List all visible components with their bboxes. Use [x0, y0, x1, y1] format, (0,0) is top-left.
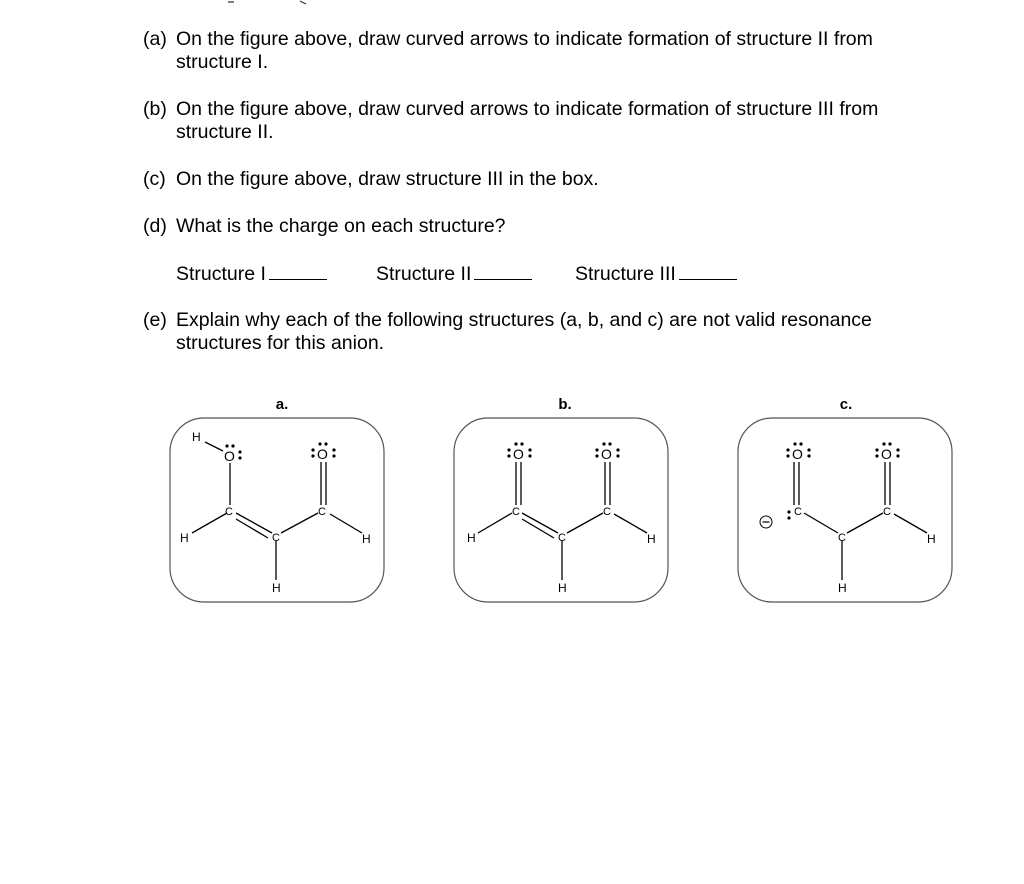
atom-c: C	[794, 506, 802, 518]
question-c-label: (c)	[143, 168, 166, 190]
question-b-text: On the figure above, draw curved arrows to indicate formation of structure III from structure II.	[176, 98, 879, 143]
atom-o: O	[224, 448, 235, 464]
atom-c: C	[558, 532, 566, 544]
molecule-b-label: b.	[558, 396, 572, 413]
molecule-a-box	[170, 418, 384, 602]
molecule-c	[738, 396, 952, 602]
atom-c: C	[318, 506, 326, 518]
structure-3-label: Structure III	[575, 263, 676, 285]
atom-o: O	[881, 446, 892, 462]
atom-c: C	[883, 506, 891, 518]
atom-h: H	[467, 531, 476, 545]
atom-o: O	[513, 446, 524, 462]
molecule-c-label: c.	[839, 396, 853, 413]
atom-c: C	[272, 532, 280, 544]
question-b-label: (b)	[143, 98, 167, 120]
atom-h: H	[838, 581, 847, 595]
atom-o: O	[601, 446, 612, 462]
question-e-label: (e)	[143, 309, 167, 331]
question-c-text: On the figure above, draw structure III in the box.	[176, 168, 599, 190]
atom-h: H	[180, 531, 189, 545]
molecule-a	[170, 396, 384, 602]
atom-h: H	[362, 532, 371, 546]
atom-h: H	[558, 581, 567, 595]
molecule-c-box	[738, 418, 952, 602]
question-a-text: On the figure above, draw curved arrows to indicate formation of structure II from structure I.	[176, 28, 873, 73]
atom-c: C	[512, 506, 520, 518]
question-d-text: What is the charge on each structure?	[176, 215, 506, 237]
atom-h: H	[647, 532, 656, 546]
question-a-label: (a)	[143, 28, 167, 50]
atom-c: C	[603, 506, 611, 518]
molecule-a-label: a.	[275, 396, 289, 413]
molecule-b	[454, 396, 668, 602]
question-e-text: Explain why each of the following structures (a, b, and c) are not valid resonance structures for this anion.	[176, 309, 872, 354]
atom-h: H	[927, 532, 936, 546]
atom-o: O	[317, 446, 328, 462]
structure-2-label: Structure II	[376, 263, 472, 285]
atom-c: C	[225, 506, 233, 518]
molecule-b-box	[454, 418, 668, 602]
atom-o: O	[792, 446, 803, 462]
atom-c: C	[838, 532, 846, 544]
question-d-label: (d)	[143, 215, 167, 237]
atom-h: H	[272, 581, 281, 595]
structure-1-label: Structure I	[176, 263, 266, 285]
atom-h: H	[192, 430, 201, 444]
